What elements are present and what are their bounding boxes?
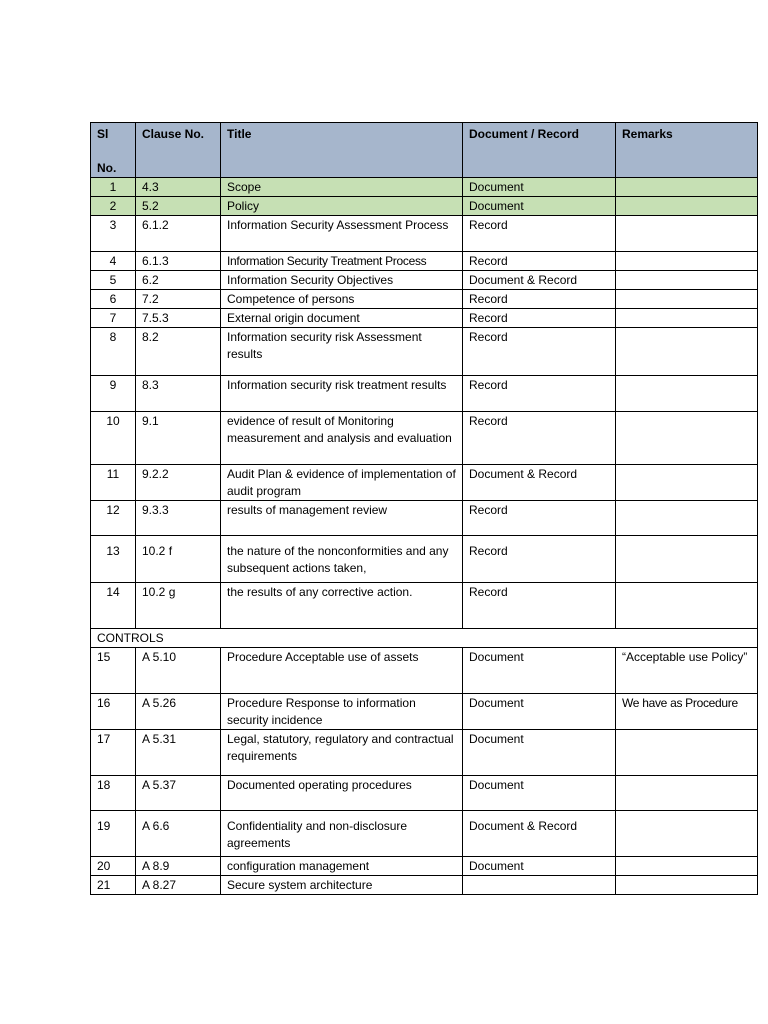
header-clause: Clause No. [136, 123, 221, 178]
cell-sl: 15 [91, 648, 136, 694]
cell-remarks [616, 465, 758, 501]
cell-remarks [616, 216, 758, 252]
cell-sl: 2 [91, 197, 136, 216]
cell-clause: 9.3.3 [136, 501, 221, 536]
table-row [91, 536, 758, 583]
cell-doc: Record [463, 583, 616, 629]
cell-doc: Record [463, 309, 616, 328]
cell-sl: 14 [91, 583, 136, 629]
cell-sl: 20 [91, 857, 136, 876]
table-row [91, 776, 758, 811]
cell-sl: 11 [91, 465, 136, 501]
cell-sl: 12 [91, 501, 136, 536]
cell-remarks [616, 290, 758, 309]
table-row [91, 857, 758, 876]
table-row [91, 376, 758, 412]
cell-doc: Record [463, 290, 616, 309]
table-row [91, 465, 758, 501]
cell-doc: Record [463, 376, 616, 412]
cell-title: Audit Plan & evidence of implementation of audit program [221, 465, 463, 501]
cell-clause: 10.2 f [136, 536, 221, 583]
cell-title: Confidentiality and non-disclosure agreements [221, 811, 463, 857]
header-sl-line2: No. [97, 161, 117, 175]
cell-sl: 16 [91, 694, 136, 730]
cell-doc: Record [463, 216, 616, 252]
table-row [91, 252, 758, 271]
cell-sl: 1 [91, 178, 136, 197]
cell-clause: 9.1 [136, 412, 221, 465]
cell-clause: A 5.31 [136, 730, 221, 776]
cell-remarks: We have as Procedure [616, 694, 758, 730]
cell-doc: Document [463, 857, 616, 876]
header-sl-line1: Sl [97, 127, 109, 141]
cell-doc: Record [463, 536, 616, 583]
cell-clause: A 5.37 [136, 776, 221, 811]
cell-sl: 5 [91, 271, 136, 290]
cell-clause: A 5.10 [136, 648, 221, 694]
cell-title: Competence of persons [221, 290, 463, 309]
table-row [91, 876, 758, 895]
cell-clause: 5.2 [136, 197, 221, 216]
table-row [91, 730, 758, 776]
cell-remarks [616, 309, 758, 328]
cell-title: Procedure Response to information security incidence [221, 694, 463, 730]
cell-clause: A 8.27 [136, 876, 221, 895]
cell-remarks [616, 376, 758, 412]
cell-clause: 10.2 g [136, 583, 221, 629]
cell-remarks [616, 857, 758, 876]
cell-title: Scope [221, 178, 463, 197]
table-row [91, 501, 758, 536]
cell-title: Secure system architecture [221, 876, 463, 895]
cell-clause: 6.1.2 [136, 216, 221, 252]
table-row [91, 412, 758, 465]
cell-remarks [616, 271, 758, 290]
table-row [91, 216, 758, 252]
table-row [91, 271, 758, 290]
cell-doc: Document [463, 694, 616, 730]
cell-clause: 4.3 [136, 178, 221, 197]
cell-remarks [616, 501, 758, 536]
cell-doc: Document & Record [463, 271, 616, 290]
cell-doc: Record [463, 501, 616, 536]
cell-doc: Document & Record [463, 811, 616, 857]
cell-sl: 7 [91, 309, 136, 328]
cell-title: the results of any corrective action. [221, 583, 463, 629]
cell-title: configuration management [221, 857, 463, 876]
cell-clause: 8.2 [136, 328, 221, 376]
header-remarks: Remarks [616, 123, 758, 178]
documents-table [90, 122, 758, 895]
table-row [91, 309, 758, 328]
cell-doc: Document & Record [463, 465, 616, 501]
cell-title: Information Security Objectives [221, 271, 463, 290]
cell-sl: 6 [91, 290, 136, 309]
table-row [91, 648, 758, 694]
cell-remarks [616, 197, 758, 216]
cell-sl: 21 [91, 876, 136, 895]
cell-doc: Document [463, 730, 616, 776]
cell-title: Documented operating procedures [221, 776, 463, 811]
cell-title: Information Security Treatment Process [221, 252, 463, 271]
cell-sl: 8 [91, 328, 136, 376]
cell-doc: Record [463, 412, 616, 465]
cell-title: Information Security Assessment Process [221, 216, 463, 252]
cell-doc: Document [463, 197, 616, 216]
table-row [91, 178, 758, 197]
cell-title: evidence of result of Monitoring measurement and analysis and evaluation [221, 412, 463, 465]
cell-sl: 3 [91, 216, 136, 252]
cell-sl: 13 [91, 536, 136, 583]
cell-remarks [616, 583, 758, 629]
cell-remarks [616, 776, 758, 811]
cell-doc: Document [463, 776, 616, 811]
cell-title: External origin document [221, 309, 463, 328]
cell-remarks [616, 536, 758, 583]
table-row [91, 290, 758, 309]
cell-title: results of management review [221, 501, 463, 536]
cell-remarks [616, 811, 758, 857]
cell-title: Legal, statutory, regulatory and contractual requirements [221, 730, 463, 776]
cell-doc: Record [463, 252, 616, 271]
cell-doc: Document [463, 648, 616, 694]
cell-remarks [616, 328, 758, 376]
cell-sl: 19 [91, 811, 136, 857]
cell-doc: Record [463, 328, 616, 376]
controls-label: CONTROLS [91, 629, 758, 648]
cell-clause: 9.2.2 [136, 465, 221, 501]
controls-section-row [91, 629, 758, 648]
header-title: Title [221, 123, 463, 178]
cell-remarks: “Acceptable use Policy” [616, 648, 758, 694]
cell-title: Information security risk treatment results [221, 376, 463, 412]
cell-remarks [616, 178, 758, 197]
cell-sl: 9 [91, 376, 136, 412]
cell-sl: 17 [91, 730, 136, 776]
cell-clause: A 8.9 [136, 857, 221, 876]
cell-remarks [616, 412, 758, 465]
cell-sl: 4 [91, 252, 136, 271]
table-row [91, 197, 758, 216]
table-row [91, 811, 758, 857]
cell-remarks [616, 876, 758, 895]
cell-title: Policy [221, 197, 463, 216]
cell-clause: 6.2 [136, 271, 221, 290]
table-row [91, 694, 758, 730]
cell-title: the nature of the nonconformities and any subsequent actions taken, [221, 536, 463, 583]
table-row [91, 583, 758, 629]
cell-clause: 7.5.3 [136, 309, 221, 328]
header-row [91, 123, 758, 178]
cell-clause: A 5.26 [136, 694, 221, 730]
cell-sl: 18 [91, 776, 136, 811]
cell-doc: Document [463, 178, 616, 197]
cell-doc [463, 876, 616, 895]
table-row [91, 328, 758, 376]
cell-title: Procedure Acceptable use of assets [221, 648, 463, 694]
cell-remarks [616, 730, 758, 776]
cell-clause: 7.2 [136, 290, 221, 309]
cell-remarks [616, 252, 758, 271]
cell-clause: 6.1.3 [136, 252, 221, 271]
header-document-record: Document / Record [463, 123, 616, 178]
cell-clause: A 6.6 [136, 811, 221, 857]
cell-title: Information security risk Assessment results [221, 328, 463, 376]
header-sl [91, 123, 136, 178]
cell-sl: 10 [91, 412, 136, 465]
cell-clause: 8.3 [136, 376, 221, 412]
